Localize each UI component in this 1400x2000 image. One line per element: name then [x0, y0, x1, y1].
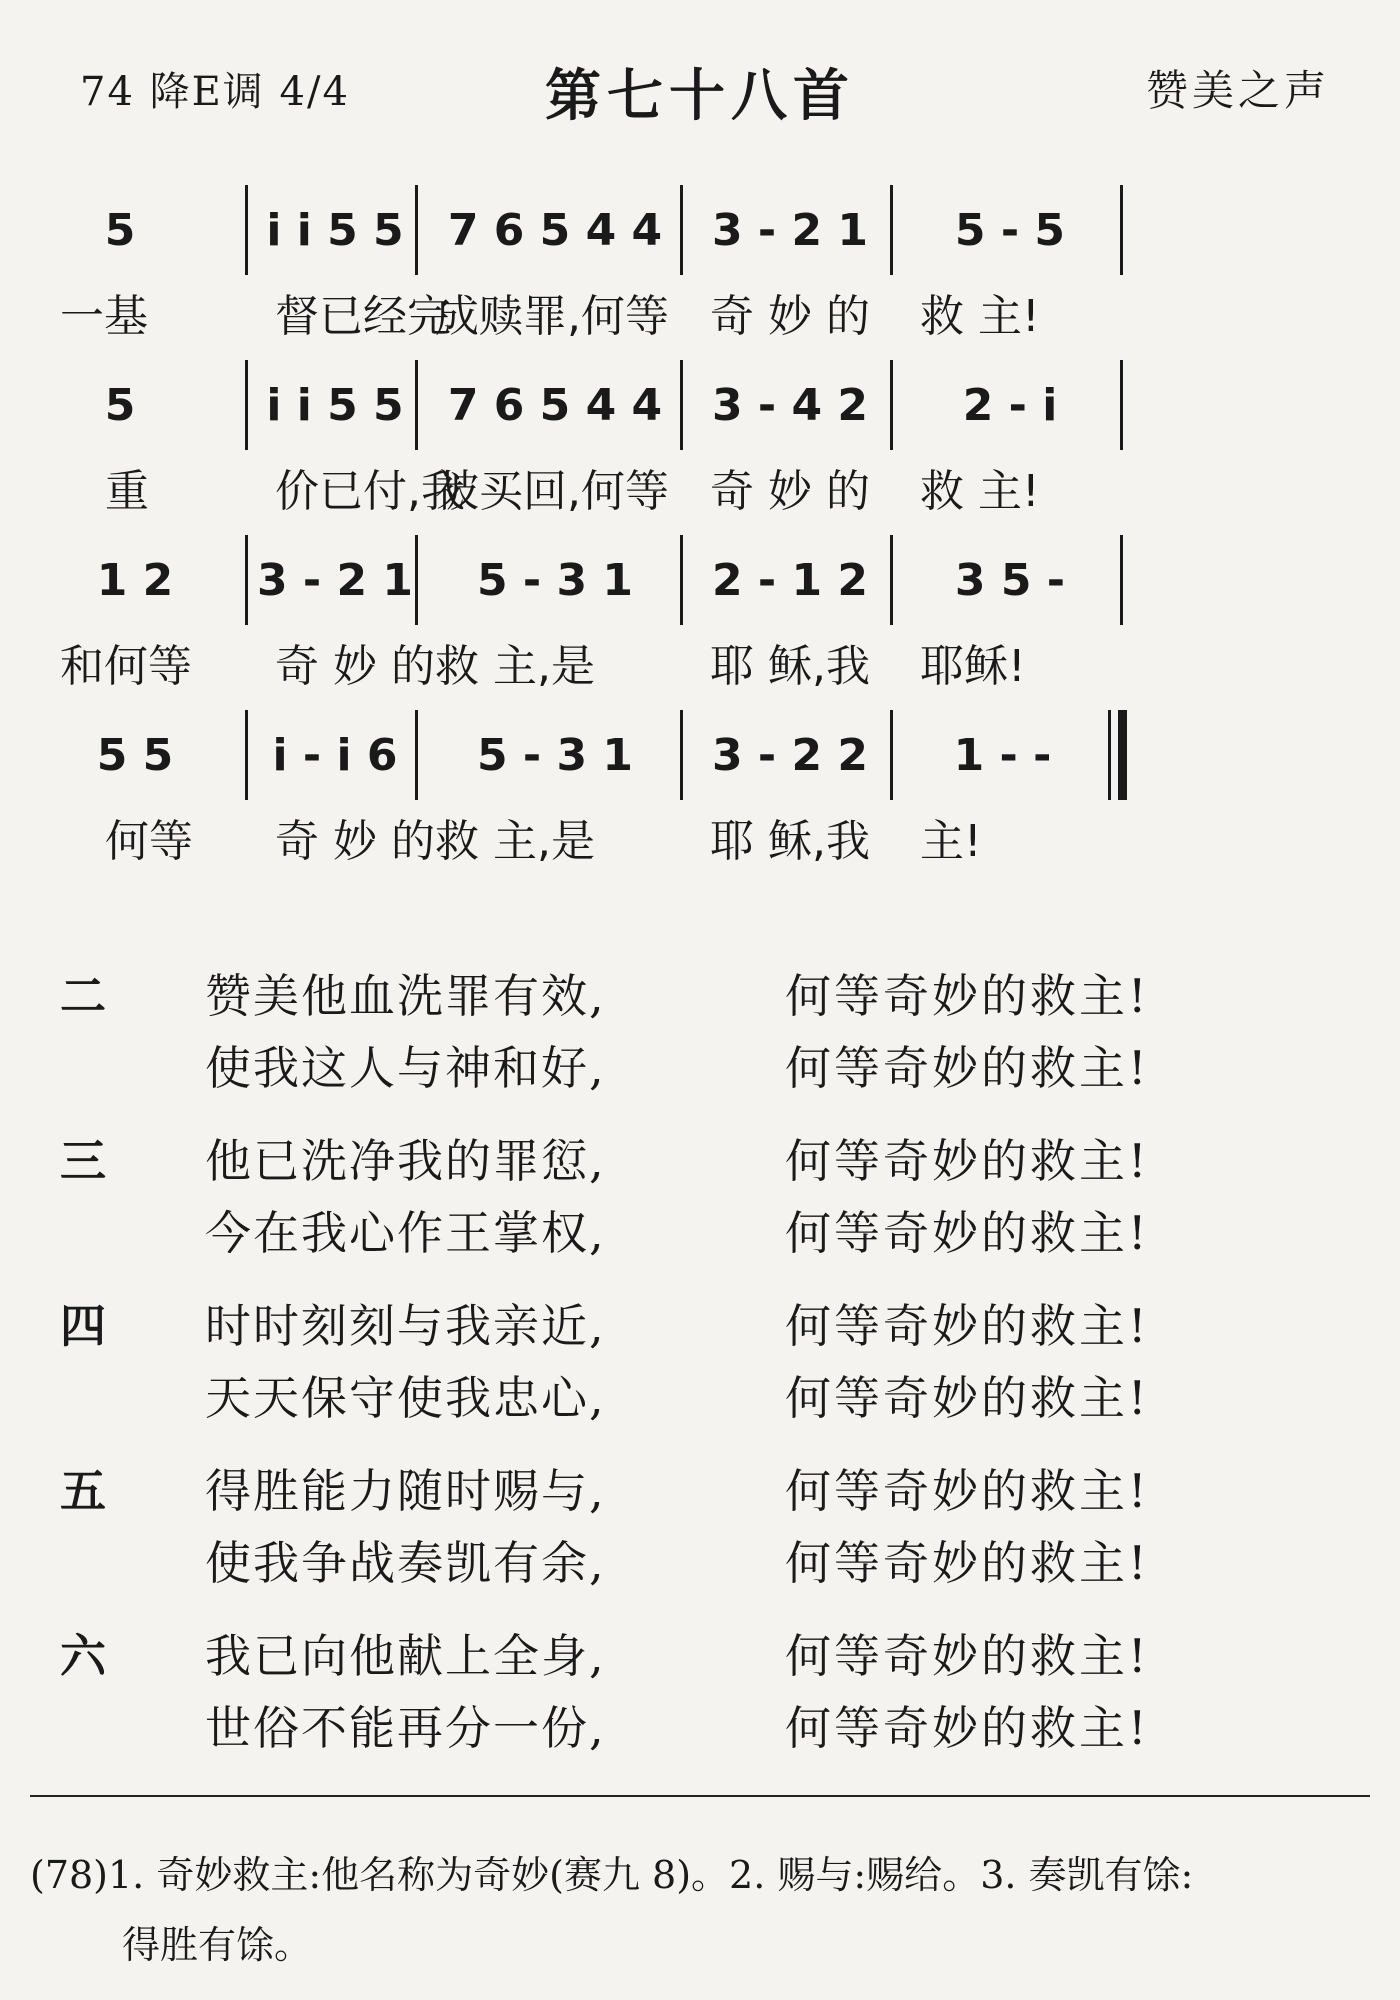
- verse-line-2: 世俗不能再分一份,: [205, 1701, 606, 1755]
- verse-line-2: 今在我心作王掌权,: [205, 1206, 606, 1260]
- measure-3-2: 3 - 2 1: [256, 554, 414, 606]
- verse-number: 五: [60, 1464, 106, 1518]
- verse-2: [60, 960, 1360, 1125]
- measure-2-2: i i 5 5: [266, 379, 404, 431]
- measure-3-1: 1 2: [96, 554, 174, 606]
- lyric-3-5: 耶稣!: [920, 641, 1026, 692]
- lyrics-row-2: [60, 455, 1360, 515]
- verse-6: [60, 1620, 1360, 1785]
- verse-line-1: 得胜能力随时赐与,: [205, 1464, 606, 1518]
- verse-refrain-2: 何等奇妙的救主!: [785, 1041, 1150, 1095]
- lyrics-row-3: [60, 630, 1360, 690]
- lyric-1-3: 成赎罪,何等: [435, 291, 669, 342]
- lyrics-row-4: [60, 805, 1360, 865]
- verse-refrain-2: 何等奇妙的救主!: [785, 1206, 1150, 1260]
- lyric-3-1: 和何等: [60, 641, 192, 692]
- hymn-title: 第七十八首: [545, 64, 855, 129]
- measure-4-3: 5 - 3 1: [476, 729, 634, 781]
- verse-refrain-1: 何等奇妙的救主!: [785, 969, 1150, 1023]
- lyric-3-4: 耶 稣,我: [710, 641, 870, 692]
- measure-3-5: 3 5 -: [954, 554, 1066, 606]
- measure-1-1: 5: [104, 204, 136, 256]
- verse-line-1: 他已洗净我的罪愆,: [205, 1134, 606, 1188]
- additional-verses: [60, 960, 1360, 1785]
- lyric-2-5: 救 主!: [920, 466, 1040, 517]
- verse-refrain-1: 何等奇妙的救主!: [785, 1134, 1150, 1188]
- measure-4-5: 1 - -: [953, 729, 1052, 781]
- lyric-2-3: 被买回,何等: [435, 466, 669, 517]
- measure-3-4: 2 - 1 2: [711, 554, 869, 606]
- measure-3-3: 5 - 3 1: [476, 554, 634, 606]
- lyric-2-4: 奇 妙 的: [710, 466, 870, 517]
- verse-refrain-1: 何等奇妙的救主!: [785, 1629, 1150, 1683]
- measure-1-4: 3 - 2 1: [711, 204, 869, 256]
- verse-line-1: 时时刻刻与我亲近,: [205, 1299, 606, 1353]
- lyric-1-4: 奇 妙 的: [710, 291, 870, 342]
- verse-line-2: 天天保守使我忠心,: [205, 1371, 606, 1425]
- lyric-1-5: 救 主!: [920, 291, 1040, 342]
- lyrics-row-1: [60, 280, 1360, 340]
- verse-refrain-1: 何等奇妙的救主!: [785, 1464, 1150, 1518]
- footnote-line-1: (78)1. 奇妙救主:他名称为奇妙(赛九 8)。2. 赐与:赐给。3. 奏凯有馀:: [30, 1853, 1194, 1897]
- lyric-3-3: 救 主,是: [435, 641, 595, 692]
- lyric-2-1: 重: [105, 466, 149, 517]
- lyric-1-2: 督已经完: [275, 291, 451, 342]
- notes-row-3: [60, 550, 1360, 610]
- page-number-key-meter: 74 降E调 4/4: [80, 69, 350, 115]
- notes-row-4: [60, 725, 1360, 785]
- footnote: [30, 1840, 1370, 1980]
- measure-1-2: i i 5 5: [266, 204, 404, 256]
- verse-4: [60, 1290, 1360, 1455]
- lyric-2-2: 价已付,我: [275, 466, 465, 517]
- lyric-4-3: 救 主,是: [435, 816, 595, 867]
- numbered-notation-score: [60, 180, 1360, 880]
- verse-refrain-2: 何等奇妙的救主!: [785, 1536, 1150, 1590]
- verse-refrain-1: 何等奇妙的救主!: [785, 1299, 1150, 1353]
- measure-4-4: 3 - 2 2: [711, 729, 869, 781]
- verse-number: 二: [60, 969, 106, 1023]
- measure-4-1: 5 5: [96, 729, 174, 781]
- verse-line-2: 使我争战奏凯有余,: [205, 1536, 606, 1590]
- notes-row-2: [60, 375, 1360, 435]
- verse-line-1: 我已向他献上全身,: [205, 1629, 606, 1683]
- measure-2-1: 5: [104, 379, 136, 431]
- collection-name: 赞美之声: [1145, 66, 1330, 115]
- measure-2-4: 3 - 4 2: [711, 379, 869, 431]
- notes-row-1: [60, 200, 1360, 260]
- verse-5: [60, 1455, 1360, 1620]
- verse-refrain-2: 何等奇妙的救主!: [785, 1371, 1150, 1425]
- verse-line-2: 使我这人与神和好,: [205, 1041, 606, 1095]
- verse-number: 三: [60, 1134, 106, 1188]
- lyric-1-1: 一基: [60, 291, 148, 342]
- lyric-4-2: 奇 妙 的: [275, 816, 435, 867]
- verse-line-1: 赞美他血洗罪有效,: [205, 969, 606, 1023]
- lyric-3-2: 奇 妙 的: [275, 641, 435, 692]
- lyric-4-4: 耶 稣,我: [710, 816, 870, 867]
- measure-2-3: 7 6 5 4 4: [447, 379, 663, 431]
- verse-3: [60, 1125, 1360, 1290]
- measure-1-5: 5 - 5: [954, 204, 1066, 256]
- verse-number: 四: [60, 1299, 106, 1353]
- footnote-divider: [30, 1795, 1370, 1797]
- measure-1-3: 7 6 5 4 4: [447, 204, 663, 256]
- verse-refrain-2: 何等奇妙的救主!: [785, 1701, 1150, 1755]
- lyric-4-5: 主!: [920, 816, 982, 867]
- verse-number: 六: [60, 1629, 106, 1683]
- lyric-4-1: 何等: [105, 816, 193, 867]
- measure-2-5: 2 - i: [962, 379, 1058, 431]
- footnote-line-2: 得胜有馀。: [122, 1923, 313, 1967]
- measure-4-2: i - i 6: [272, 729, 398, 781]
